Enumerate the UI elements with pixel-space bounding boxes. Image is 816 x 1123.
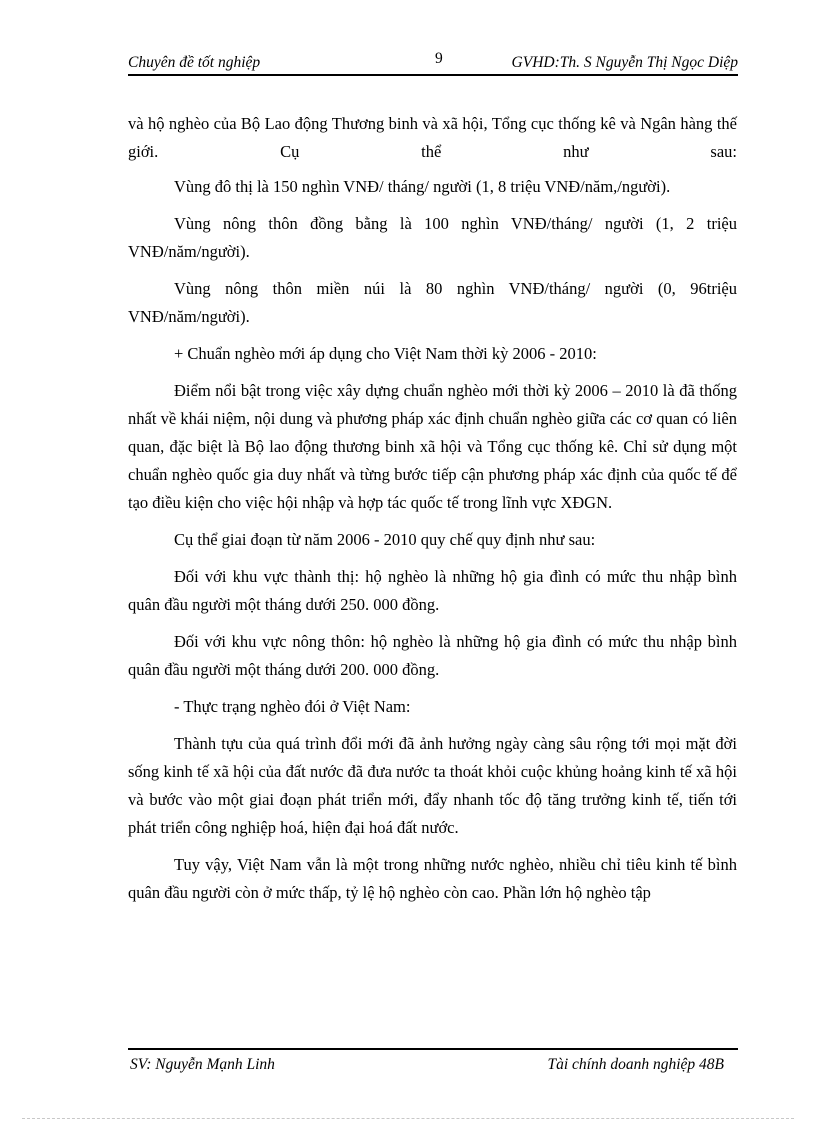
paragraph: Tuy vậy, Việt Nam vẫn là một trong những nước nghèo, nhiều chỉ tiêu kinh tế bình quân đầu người còn ở mức thấp, tỷ lệ hộ nghèo còn cao. Phần lớn hộ nghèo tập: [128, 855, 737, 902]
paragraph: Điểm nổi bật trong việc xây dựng chuẩn nghèo mới thời kỳ 2006 – 2010 là đã thống nhất về khái niệm, nội dung và phương pháp xác định chuẩn nghèo giữa các cơ quan có liên quan, đặc biệt là Bộ lao động thương binh xã hội và Tổng cục thống kê. Chỉ sử dụng một chuẩn nghèo quốc gia duy nhất và từng bước tiếp cận phương pháp xác định của quốc tế để tạo điều kiện cho việc hội nhập và hợp tác quốc tế trong lĩnh vực XĐGN.: [128, 381, 737, 512]
paragraph: + Chuẩn nghèo mới áp dụng cho Việt Nam thời kỳ 2006 - 2010:: [174, 344, 597, 363]
footer-class: Tài chính doanh nghiệp 48B: [547, 1056, 724, 1073]
paragraph: Đối với khu vực nông thôn: hộ nghèo là những hộ gia đình có mức thu nhập bình quân đầu người một tháng dưới 200. 000 đồng.: [128, 632, 737, 679]
paragraph: - Thực trạng nghèo đói ở Việt Nam:: [174, 697, 411, 716]
page-body: [128, 110, 737, 916]
paragraph: Vùng nông thôn miền núi là 80 nghìn VNĐ/tháng/ người (0, 96triệu VNĐ/năm/người).: [128, 279, 737, 326]
page-number: 9: [435, 50, 443, 67]
page-header: [128, 50, 738, 76]
header-supervisor: GVHD:Th. S Nguyễn Thị Ngọc Diệp: [511, 54, 738, 71]
header-document-type: Chuyên đề tốt nghiệp: [128, 54, 261, 71]
paragraph: Vùng đô thị là 150 nghìn VNĐ/ tháng/ người (1, 8 triệu VNĐ/năm,/người).: [174, 177, 671, 196]
paragraph: Đối với khu vực thành thị: hộ nghèo là những hộ gia đình có mức thu nhập bình quân đầu người một tháng dưới 250. 000 đồng.: [128, 567, 737, 614]
paragraph: và hộ nghèo của Bộ Lao động Thương binh và xã hội, Tổng cục thống kê và Ngân hàng thế giới. Cụ thể như sau:: [128, 114, 737, 161]
paragraph: Thành tựu của quá trình đổi mới đã ảnh hưởng ngày càng sâu rộng tới mọi mặt đời sống kinh tế xã hội của đất nước đã đưa nước ta thoát khỏi cuộc khủng hoảng kinh tế xã hội và bước vào một giai đoạn phát triển mới, đẩy nhanh tốc độ tăng trưởng kinh tế, tiến tới phát triển công nghiệp hoá, hiện đại hoá đất nước.: [128, 734, 737, 837]
paragraph: Vùng nông thôn đồng bằng là 100 nghìn VNĐ/tháng/ người (1, 2 triệu VNĐ/năm/người).: [128, 214, 737, 261]
page-footer: [128, 1048, 738, 1078]
page-edge-divider: [22, 1118, 794, 1119]
paragraph: Cụ thể giai đoạn từ năm 2006 - 2010 quy chế quy định như sau:: [174, 530, 596, 549]
footer-student: SV: Nguyễn Mạnh Linh: [130, 1056, 275, 1073]
